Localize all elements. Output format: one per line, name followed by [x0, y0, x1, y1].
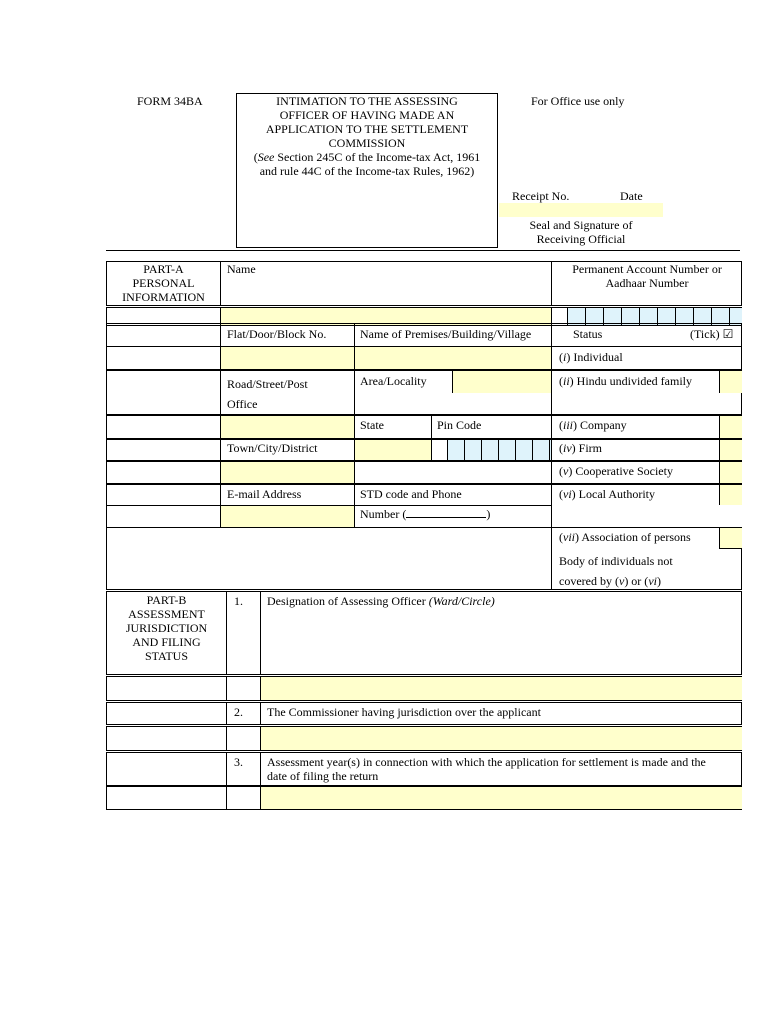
title-line: APPLICATION TO THE SETTLEMENT	[265, 122, 469, 136]
header-divider	[106, 250, 740, 251]
tick-icon: ☑	[722, 327, 734, 341]
pin-code-field[interactable]	[447, 440, 551, 460]
title-line: OFFICER OF HAVING MADE AN	[279, 108, 455, 122]
flat-label: Flat/Door/Block No.	[227, 327, 327, 341]
status-aop: (vii) Association of persons	[559, 530, 691, 544]
item-1-label: Designation of Assessing Officer (Ward/Circle)	[267, 594, 495, 608]
pin-label: Pin Code	[437, 418, 482, 432]
status-firm: (iv) Firm	[559, 441, 603, 455]
title-line: INTIMATION TO THE ASSESSING	[276, 94, 458, 108]
item-3-label: Assessment year(s) in connection with which the application for settlement is made and the date of filing the return	[267, 755, 706, 783]
receipt-no-field[interactable]	[499, 203, 663, 217]
item-2-number: 2.	[234, 705, 243, 719]
status-local-authority: (vi) Local Authority	[559, 487, 655, 501]
part-b-label: PART-B ASSESSMENT JURISDICTION AND FILING STATUS	[125, 593, 208, 663]
assessing-officer-field[interactable]	[261, 677, 742, 700]
form-title	[238, 94, 496, 178]
name-label: Name	[227, 262, 256, 276]
title-line: COMMISSION	[328, 136, 406, 150]
pan-label: Permanent Account Number or Aadhaar Number	[572, 262, 722, 290]
date-label: Date	[620, 189, 643, 203]
status-cooperative-checkbox[interactable]	[719, 462, 742, 483]
state-field[interactable]	[355, 440, 431, 460]
premises-label: Name of Premises/Building/Village	[360, 327, 532, 341]
area-label: Area/Locality	[360, 374, 427, 388]
email-label: E-mail Address	[227, 487, 302, 501]
status-local-authority-checkbox[interactable]	[719, 485, 742, 505]
status-cooperative: (v) Cooperative Society	[559, 464, 673, 478]
receipt-no-label: Receipt No.	[512, 189, 570, 203]
premises-field[interactable]	[355, 347, 551, 369]
seal-signature-label: Seal and Signature of Receiving Official	[529, 218, 633, 246]
item-3-number: 3.	[234, 755, 243, 769]
town-label: Town/City/District	[227, 441, 318, 455]
area-field[interactable]	[452, 371, 551, 393]
status-individual: (i) Individual	[559, 350, 623, 364]
road-label: Road/Street/Post Office	[227, 377, 308, 411]
state-label: State	[360, 418, 384, 432]
status-company: (iii) Company	[559, 418, 627, 432]
statute-reference: (See Section 245C of the Income-tax Act, 1961	[253, 150, 481, 164]
item-2-label: The Commissioner having jurisdiction over the applicant	[267, 705, 541, 719]
commissioner-field[interactable]	[261, 727, 742, 750]
tick-label: (Tick) ☑	[690, 327, 734, 341]
status-company-checkbox[interactable]	[719, 416, 742, 438]
item-1-number: 1.	[234, 594, 243, 608]
road-field[interactable]	[221, 416, 354, 438]
status-huf-checkbox[interactable]	[719, 371, 742, 393]
assessment-year-field[interactable]	[261, 787, 742, 809]
std-label: STD code and Phone	[360, 487, 462, 501]
status-firm-checkbox[interactable]	[719, 440, 742, 460]
status-huf: (ii) Hindu undivided family	[559, 374, 692, 388]
status-boi-label: Body of individuals not covered by (v) or (vi)	[559, 554, 673, 588]
status-aop-checkbox[interactable]	[719, 528, 742, 549]
office-use-label: For Office use only	[531, 94, 625, 108]
email-field[interactable]	[221, 506, 354, 527]
part-a-label: PART-A PERSONAL INFORMATION	[122, 262, 205, 304]
phone-label: Number ( )	[360, 507, 491, 521]
phone-field[interactable]	[406, 507, 486, 518]
statute-reference-line2: and rule 44C of the Income-tax Rules, 1962)	[259, 164, 475, 178]
form-number: FORM 34BA	[137, 94, 203, 108]
state-row	[106, 415, 742, 439]
status-label: Status	[573, 327, 603, 341]
town-field[interactable]	[221, 462, 354, 483]
flat-field[interactable]	[221, 347, 354, 369]
